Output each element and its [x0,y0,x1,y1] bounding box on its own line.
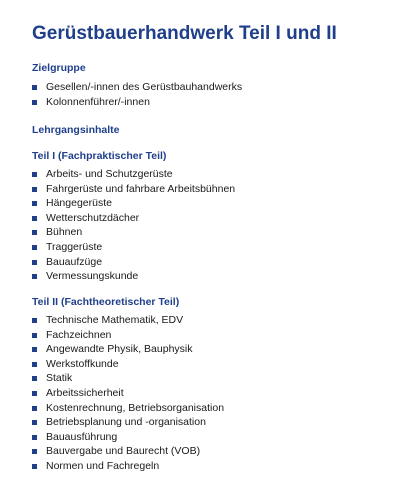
list-item-text: Kolonnenführer/-innen [46,95,150,108]
list-item-text: Hängegerüste [46,197,112,210]
section-heading-teil2: Teil II (Fachtheoretischer Teil) [32,296,180,308]
square-bullet-icon [32,391,37,396]
list-item-text: Kostenrechnung, Betriebsorganisation [46,401,225,414]
list-item [32,95,242,110]
square-bullet-icon [32,406,37,411]
list-item-text: Technische Mathematik, EDV [46,314,184,326]
list-teil1 [32,167,235,284]
square-bullet-icon [32,318,37,323]
list-item-text: Bauvergabe und Baurecht (VOB) [46,445,201,458]
list-item [32,182,235,197]
square-bullet-icon [32,216,37,221]
page-title: Gerüstbauerhandwerk Teil I und II [32,23,337,44]
list-item-text: Bühnen [46,226,83,239]
list-item-text: Bauausführung [46,430,118,443]
square-bullet-icon [32,274,37,279]
square-bullet-icon [32,376,37,381]
list-item [32,269,235,284]
list-item [32,415,224,430]
list-item-text: Fahrgerüste und fahrbare Arbeitsbühnen [46,182,236,195]
list-item-text: Wetterschutzdächer [46,211,140,224]
square-bullet-icon [32,100,37,105]
section-heading-teil1: Teil I (Fachpraktischer Teil) [32,150,167,162]
section-heading-lehrgangsinhalte: Lehrgangsinhalte [32,124,120,136]
list-item [32,225,235,240]
list-item [32,386,224,401]
list-item [32,401,224,416]
list-item [32,328,224,343]
square-bullet-icon [32,333,37,338]
list-item [32,313,224,328]
square-bullet-icon [32,464,37,469]
square-bullet-icon [32,435,37,440]
list-item [32,371,224,386]
list-item-text: Arbeits- und Schutzgerüste [46,168,173,180]
square-bullet-icon [32,85,37,90]
list-item [32,211,235,226]
list-item [32,444,224,459]
list-item-text: Gesellen/-innen des Gerüstbauhandwerks [46,81,243,93]
list-item-text: Fachzeichnen [46,328,112,341]
list-item [32,459,224,474]
list-item [32,196,235,211]
list-item [32,342,224,357]
square-bullet-icon [32,347,37,352]
square-bullet-icon [32,201,37,206]
square-bullet-icon [32,230,37,235]
square-bullet-icon [32,187,37,192]
list-item-text: Arbeitssicherheit [46,386,124,399]
list-item [32,80,242,95]
list-item [32,430,224,445]
list-item [32,255,235,270]
list-item-text: Bauaufzüge [46,255,103,268]
list-item-text: Statik [46,372,73,385]
list-item-text: Werkstoffkunde [46,357,119,370]
square-bullet-icon [32,245,37,250]
square-bullet-icon [32,420,37,425]
list-item [32,240,235,255]
list-item [32,357,224,372]
list-teil2 [32,313,224,474]
square-bullet-icon [32,362,37,367]
square-bullet-icon [32,172,37,177]
section-heading-zielgruppe: Zielgruppe [32,62,86,74]
list-item-text: Traggerüste [46,240,103,253]
list-item [32,167,235,182]
list-item-text: Vermessungskunde [46,270,139,283]
square-bullet-icon [32,260,37,265]
list-item-text: Normen und Fachregeln [46,459,160,472]
list-item-text: Angewandte Physik, Bauphysik [46,343,193,356]
list-zielgruppe [32,80,242,109]
square-bullet-icon [32,449,37,454]
list-item-text: Betriebsplanung und -organisation [46,416,206,429]
